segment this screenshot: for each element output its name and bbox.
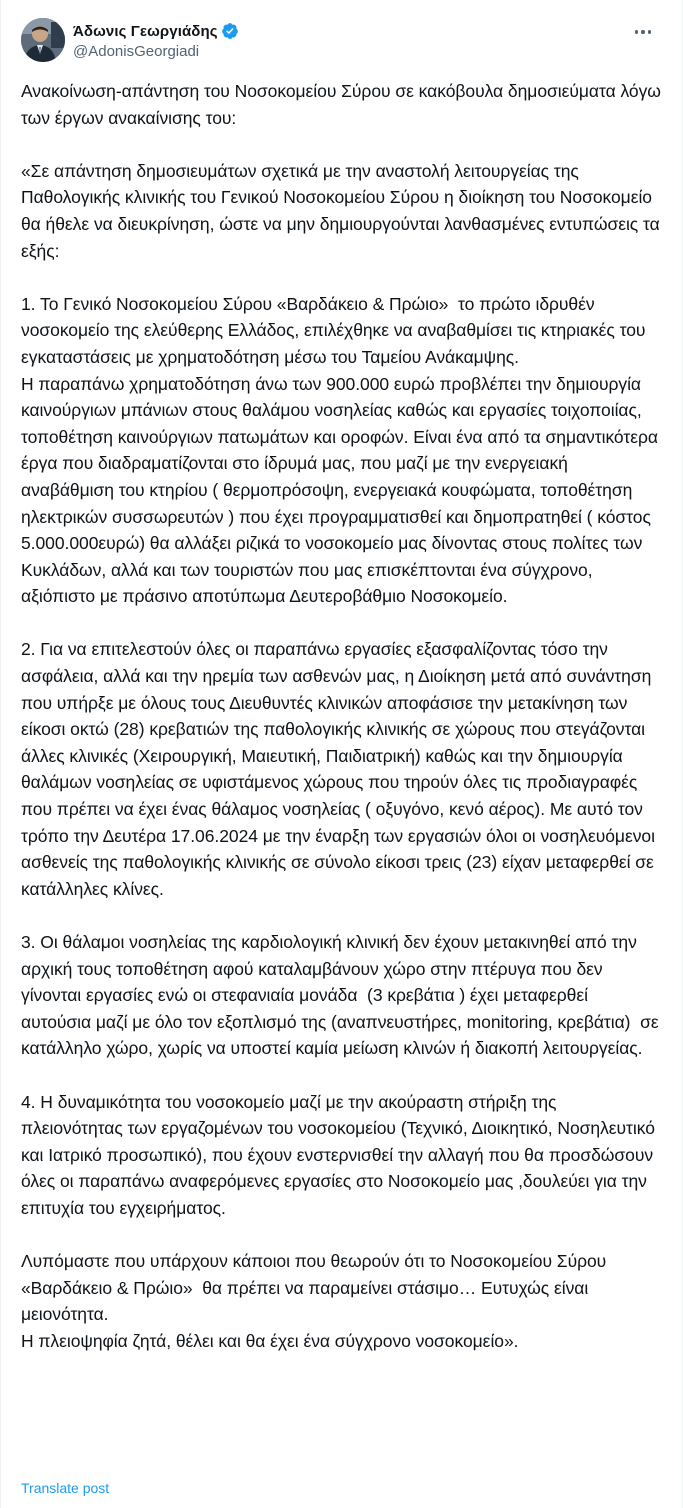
author-names — [73, 21, 239, 60]
post-text: Ανακοίνωση-απάντηση του Νοσοκομείου Σύρου σε κακόβουλα δημοσιεύματα λόγω των έργων ανακαίνισης του: «Σε απάντηση δημοσιευμάτων σχετικά με την αναστολή λειτουργείας της Παθολογικής κλινικής του Γενικού Νοσοκομείου Σύρου η διοίκηση του Νοσοκομείο θα ήθελε να διευκρίνηση, ώστε να μην δημιουργούνται λανθασμένες εντυπώσεις τα εξής: 1. Το Γενικό Νοσοκομείου Σύρου «Βαρδάκειο & Πρώιο» το πρώτο ιδρυθέν νοσοκομείο της ελεύθερης Ελλάδος, επιλέχθηκε να αναβαθμίσει τις κτηριακές του εγκαταστάσεις με χρηματοδότηση μέσω του Ταμείου Ανάκαμψης. Η παραπάνω χρηματοδότηση άνω των 900.000 ευρώ προβλέπει την δημιουργία καινούργιων μπάνιων στους θαλάμου νοσηλείας καθώς και εργασίες τοιχοποιίας, τοποθέτηση καινούργιων πατωμάτων και οροφών. Είναι ένα από τα σημαντικότερα έργα που διαδραματίζονται στο ίδρυμά μας, που μαζί με την ενεργειακή αναβάθμιση του κτηρίου ( θερμοπρόσοψη, ενεργειακά κουφώματα, τοποθέτηση ηλεκτρικών συσσωρευτών ) που έχει προγραμματισθεί και δημοπρατηθεί ( κόστος 5.000.000ευρώ) θα αλλάξει ριζικά το νοσοκομείο μας δίνοντας στους πολίτες των Κυκλάδων, αλλά και των τουριστών που μας επισκέπτονται ένα σύγχρονο, αξιόπιστο με πράσινο αποτύπωμα Δευτεροβάθμιο Νοσοκομείο. 2. Για να επιτελεστούν όλες οι παραπάνω εργασίες εξασφαλίζοντας τόσο την ασφάλεια, αλλά και την ηρεμία των ασθενών μας, η Διοίκηση μετά από συνάντηση που υπήρξε με όλους τους Διευθυντές κλινικών αποφάσισε την μετακίνηση των είκοσι οκτώ (28) κρεβατιών της παθολογικής κλινικής σε χώρους που στεγάζονται άλλες κλινικές (Χειρουργική, Μαιευτική, Παιδιατρική) καθώς και την δημιουργία θαλάμων νοσηλείας σε υφιστάμενος χώρους που τηρούν όλες τις προδιαγραφές που πρέπει να έχει ένας θάλαμος νοσηλείας ( οξυγόνο, κενό αέρος). Με αυτό τον τρόπο την Δευτέρα 17.06.2024 με την έναρξη των εργασιών όλοι οι νοσηλευόμενοι ασθενείς της παθολογικής κλινικής σε σύνολο είκοσι τρεις (23) είχαν μεταφερθεί σε κατάλληλες κλίνες. 3. Οι θάλαμοι νοσηλείας της καρδιολογική κλινική δεν έχουν μετακινηθεί από την αρχική τους τοποθέτηση αφού καταλαμβάνουν χώρο στην πτέρυγα που δεν γίνονται εργασίες ενώ οι στεφανιαία μονάδα (3 κρεβάτια ) έχει μεταφερθεί αυτούσια μαζί με όλο τον εξοπλισμό της (αναπνευστήρες, monitoring, κρεβάτια) σε κατάλληλο χώρο, χωρίς να υποστεί καμία μείωση κλινών ή διακοπή λειτουργείας. 4. Η δυναμικότητα του νοσοκομείο μαζί με την ακούραστη στήριξη της πλειονότητας των εργαζομένων του νοσοκομείου (Τεχνικό, Διοικητικό, Νοσηλευτικό και Ιατρικό προσωπικό), που έχουν ενστερνισθεί την αλλαγή που θα προσδώσουν όλες οι παραπάνω αναφερόμενες εργασίες στο Νοσοκομείο μας ,δουλεύει για την επιτυχία του εγχειρήματος. Λυπόμαστε που υπάρχουν κάποιοι που θεωρούν ότι το Νοσοκομείου Σύρου «Βαρδάκειο & Πρώιο» θα πρέπει να παραμείνει στάσιμο… Ευτυχώς είναι μειονότητα. Η πλειοψηφία ζητά, θέλει και θα έχει ένα σύγχρονο νοσοκομείο». — [21, 81, 661, 1351]
more-options-icon — [635, 30, 639, 34]
post-header — [21, 0, 662, 80]
avatar[interactable] — [21, 18, 65, 62]
author-display-name[interactable]: Άδωνις Γεωργιάδης — [73, 22, 218, 40]
verified-badge-icon[interactable] — [221, 22, 239, 40]
author-handle[interactable]: @AdonisGeorgiadi — [73, 43, 200, 60]
more-options-button[interactable] — [628, 20, 658, 44]
translate-post-link[interactable]: Translate post — [21, 1480, 110, 1496]
avatar-photo-icon — [21, 18, 65, 62]
